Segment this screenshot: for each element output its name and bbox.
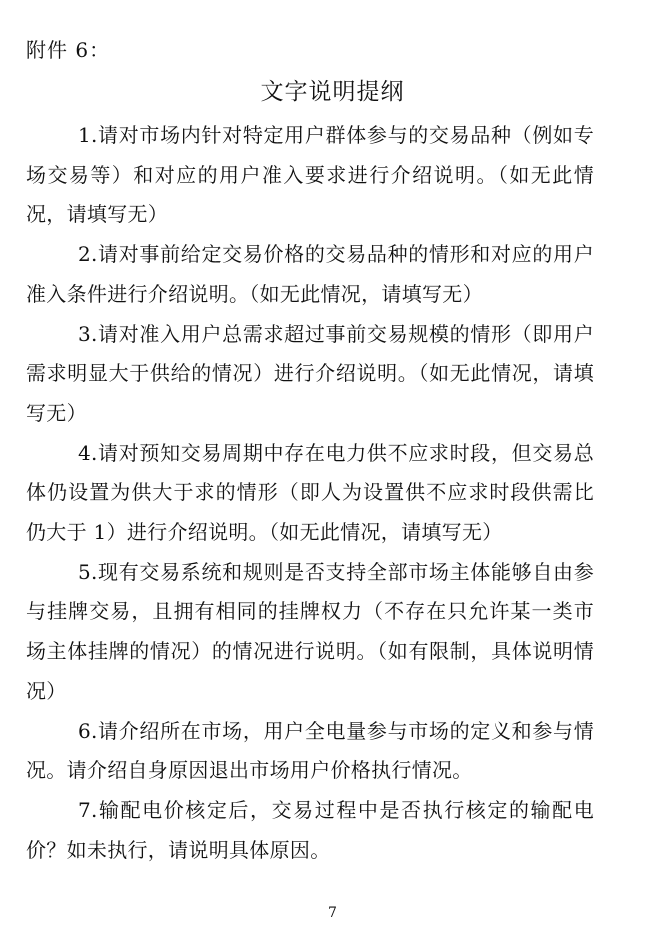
paragraph-2: 2.请对事前给定交易价格的交易品种的情形和对应的用户准入条件进行介绍说明。（如无此情况，请填写无） [26,242,594,306]
paragraph-5: 5.现有交易系统和规则是否支持全部市场主体能够自由参与挂牌交易，且拥有相同的挂牌权力（不存在只允许某一类市场主体挂牌的情况）的情况进行说明。（如有限制，具体说明情况） [26,559,594,703]
paragraph-7: 7.输配电价核定后，交易过程中是否执行核定的输配电价？如未执行，请说明具体原因。 [26,797,594,862]
paragraph-4: 4.请对预知交易周期中存在电力供不应求时段，但交易总体仍设置为供大于求的情形（即人为设置供不应求时段供需比仍大于 1）进行介绍说明。（如无此情况，请填写无） [26,440,594,545]
paragraph-3: 3.请对准入用户总需求超过事前交易规模的情形（即用户需求明显大于供给的情况）进行介绍说明。（如无此情况，请填写无） [26,321,594,425]
document-title: 文字说明提纲 [260,79,405,105]
document-body [26,116,594,870]
paragraph-6: 6.请介绍所在市场，用户全电量参与市场的定义和参与情况。请介绍自身原因退出市场用户价格执行情况。 [26,718,594,783]
attachment-label: 附件 6： [26,38,111,62]
paragraph-1: 1.请对市场内针对特定用户群体参与的交易品种（例如专场交易等）和对应的用户准入要求进行介绍说明。（如无此情况，请填写无） [26,123,594,227]
page-number: 7 [328,905,337,921]
